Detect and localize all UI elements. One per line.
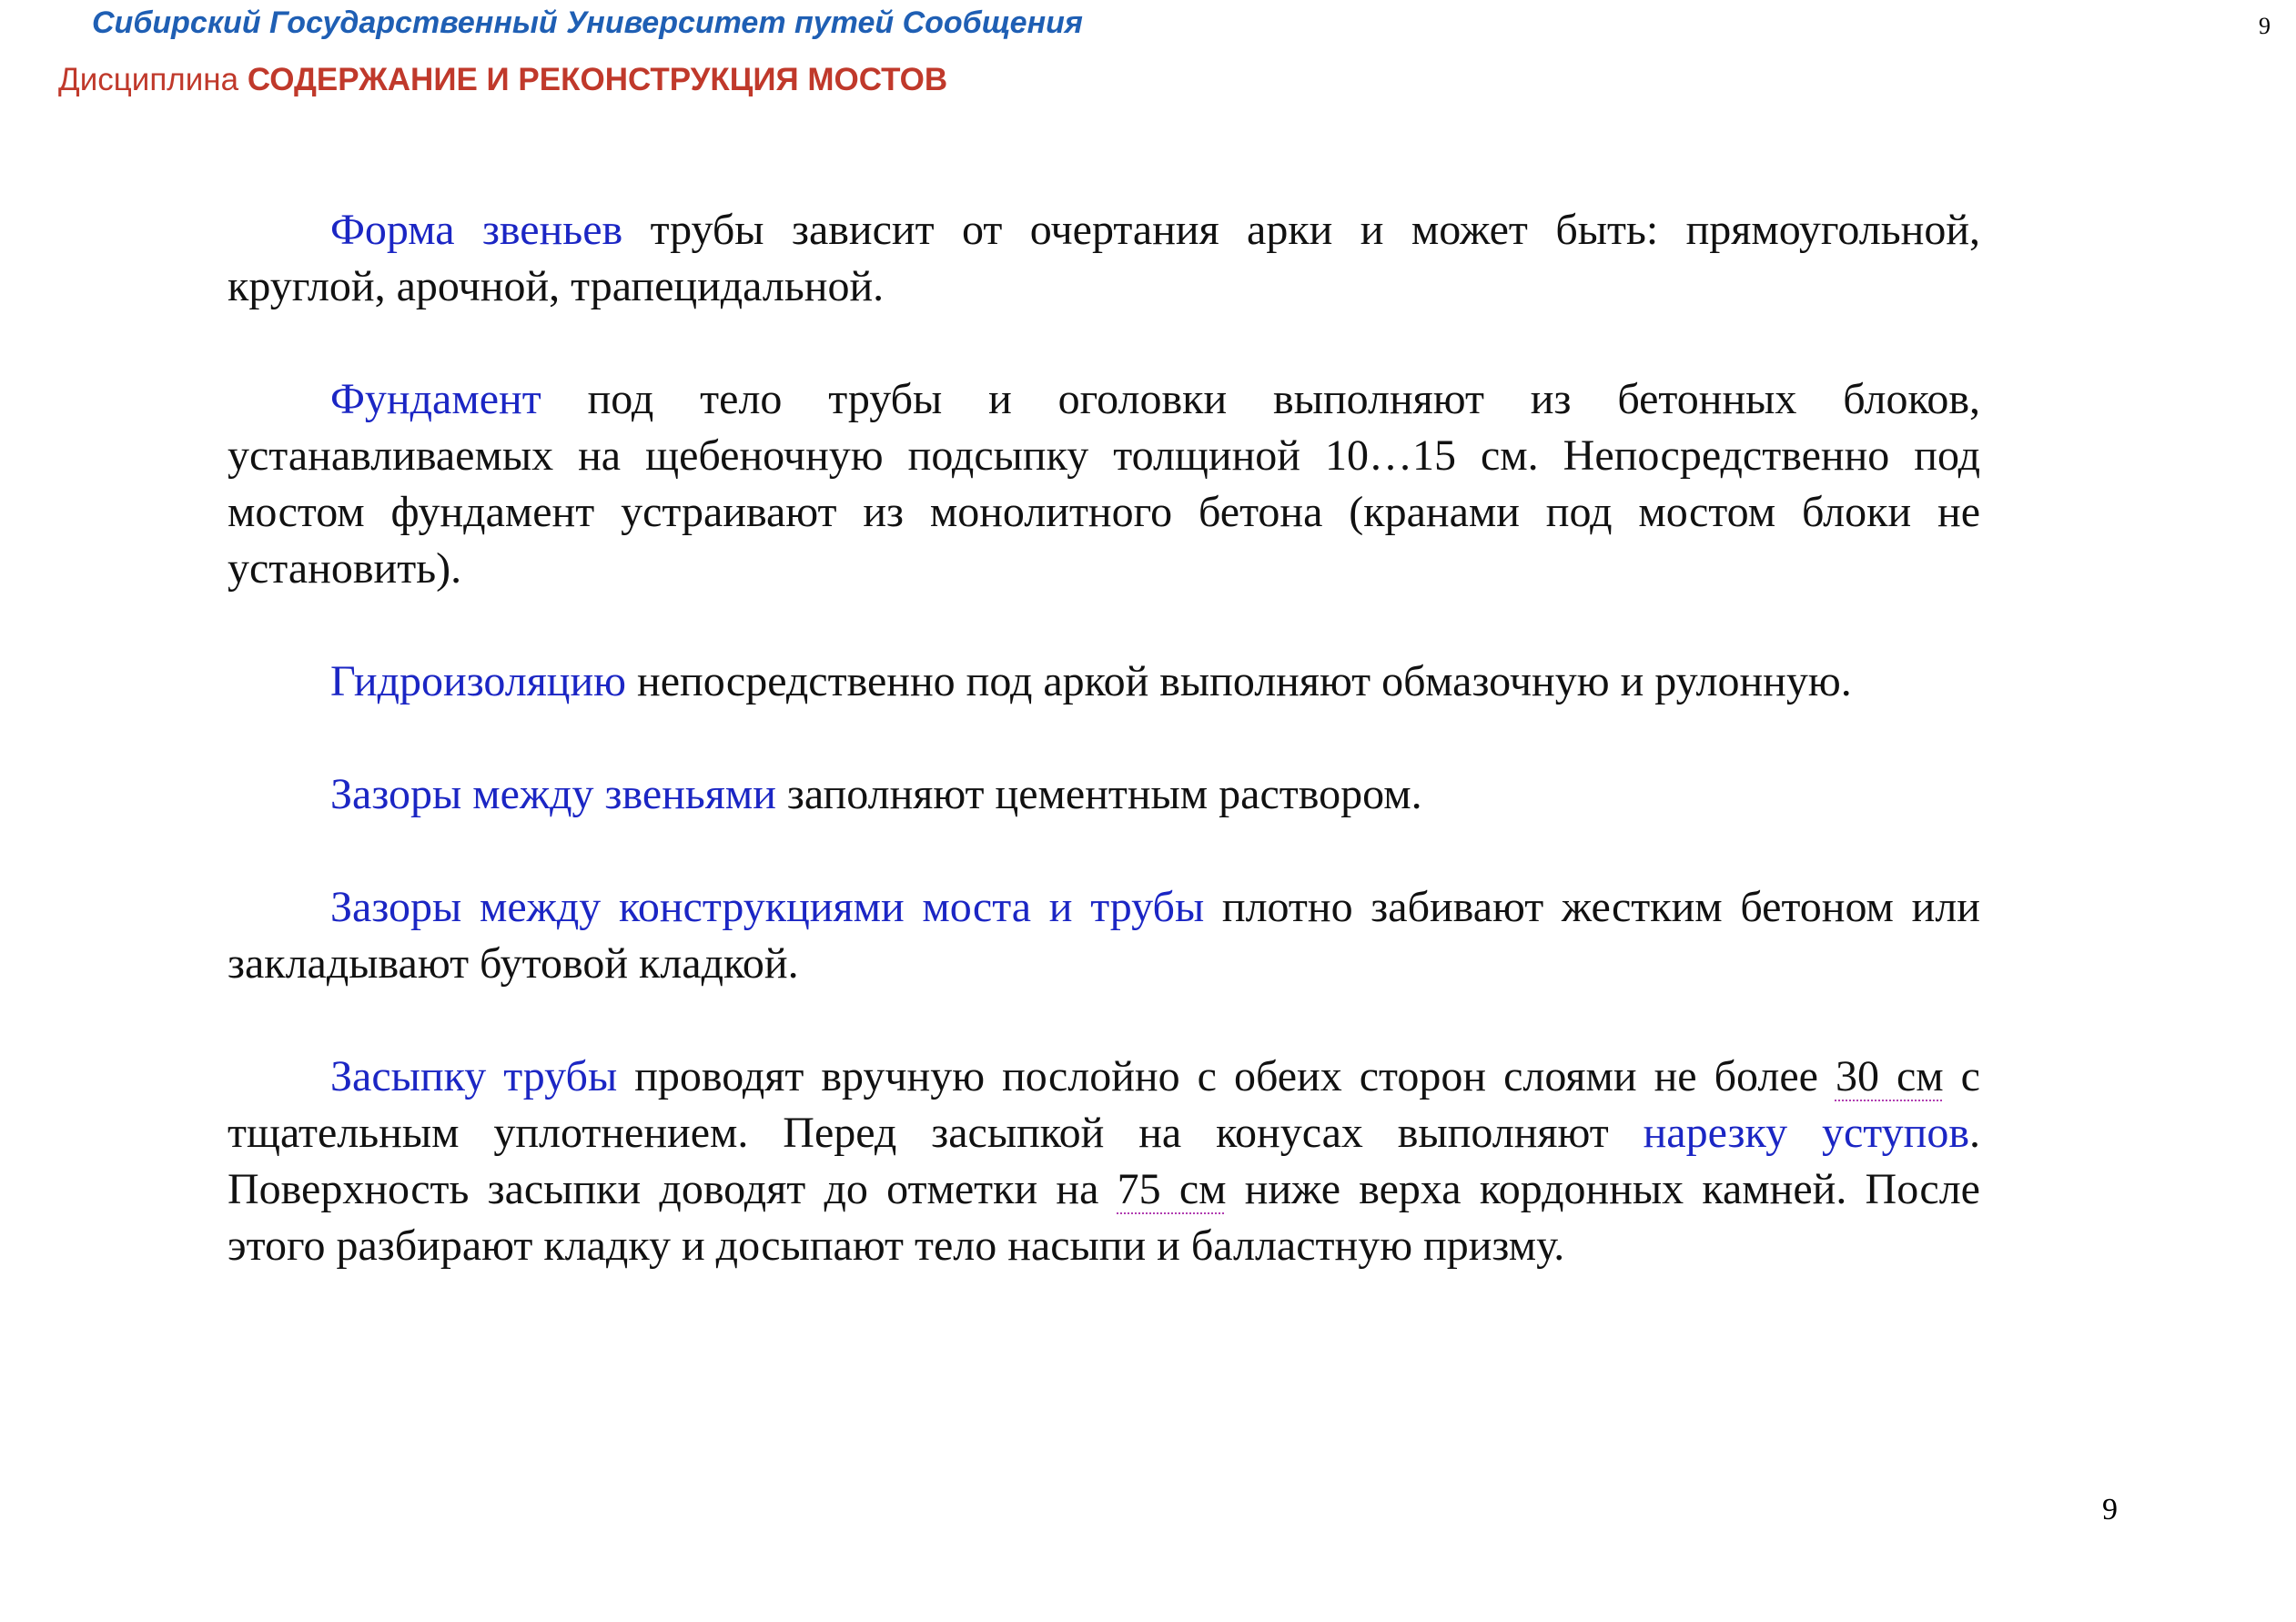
paragraph-link-shape bbox=[228, 202, 1980, 315]
paragraph-text: заполняют цементным раствором. bbox=[775, 770, 1422, 818]
paragraph-foundation bbox=[228, 371, 1980, 597]
paragraph-text: непосредственно под аркой выполняют обмазочную и рулонную. bbox=[626, 657, 1852, 705]
term-highlight: Засыпку трубы bbox=[330, 1052, 618, 1100]
paragraph-backfill bbox=[228, 1049, 1980, 1274]
discipline-line bbox=[58, 62, 947, 98]
paragraph-text: плотно забивают жестким бетоном или закладывают бутовой кладкой. bbox=[228, 883, 1980, 988]
term-highlight: Зазоры между конструкциями моста и трубы bbox=[330, 883, 1205, 931]
term-highlight: Зазоры между звеньями bbox=[330, 770, 776, 818]
university-title: Сибирский Государственный Университет путей Сообщения bbox=[92, 5, 1083, 40]
paragraph-structure-gaps bbox=[228, 879, 1980, 992]
paragraph-text: . Поверхность засыпки доводят до отметки на bbox=[228, 1109, 1980, 1213]
paragraph-text: ниже верха кордонных камней. После этого разбирают кладку и досыпают тело насыпи и балластную призму. bbox=[228, 1165, 1980, 1270]
paragraph-text: под тело трубы и оголовки выполняют из бетонных блоков, устанавливаемых на щебеночную подсыпку толщиной 10…15 см. Непосредственно под мостом фундамент устраивают из монолитного бетона (кранами под мостом блоки не установить). bbox=[228, 375, 1980, 593]
discipline-prefix: Дисциплина bbox=[58, 62, 239, 97]
paragraph-text: с тщательным уплотнением. Перед засыпкой на конусах выполняют bbox=[228, 1052, 1980, 1157]
paragraph-text: трубы зависит от очертания арки и может быть: прямоугольной, круглой, арочной, трапецидальной. bbox=[228, 206, 1981, 310]
term-highlight: Форма звеньев bbox=[330, 206, 623, 254]
term-highlight: Фундамент bbox=[330, 375, 541, 423]
document-body bbox=[228, 202, 1980, 1331]
page-number-bottom: 9 bbox=[2102, 1493, 2118, 1526]
paragraph-text: проводят вручную послойно с обеих сторон слоями не более bbox=[617, 1052, 1836, 1100]
term-highlight: нарезку уступов bbox=[1643, 1109, 1969, 1157]
measure-value: 30 см bbox=[1835, 1052, 1944, 1100]
page-number-top: 9 bbox=[2259, 13, 2271, 39]
term-highlight: Гидроизоляцию bbox=[330, 657, 627, 705]
measure-value: 75 см bbox=[1117, 1165, 1227, 1213]
paragraph-waterproofing bbox=[228, 654, 1980, 710]
discipline-name: СОДЕРЖАНИЕ И РЕКОНСТРУКЦИЯ МОСТОВ bbox=[247, 62, 948, 97]
paragraph-link-gaps bbox=[228, 766, 1980, 823]
